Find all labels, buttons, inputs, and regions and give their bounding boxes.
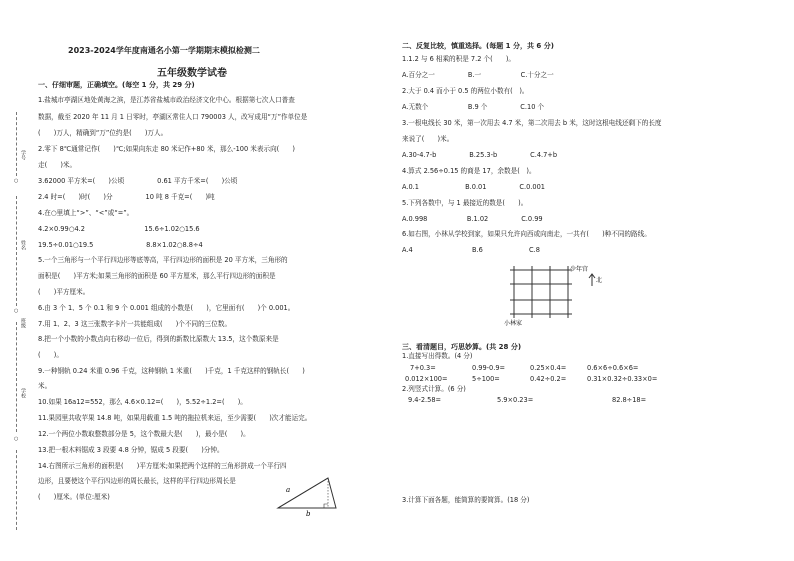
vertical-calc-item: 9.4-2.58= [408, 396, 442, 404]
s2-line: A.0.998 B.1.02 C.0.99 [402, 215, 543, 223]
seal-mark: ○ [14, 308, 19, 314]
map-label-north: 北 [596, 277, 603, 284]
s2-line: 2.大于 0.4 而小于 0.5 的两位小数有( )。 [402, 87, 529, 95]
s2-line: A.无数个 B.9 个 C.10 个 [402, 103, 545, 111]
seal-mark: ○ [14, 178, 19, 184]
s1-line: 5.一个三角形与一个平行四边形等底等高，平行四边形的面积是 20 平方米，三角形的 [38, 256, 288, 264]
s2-line: 3.一根电线长 30 米，第一次用去 4.7 米，第二次用去 b 米，这时这根电线还剩下的长度 [402, 119, 662, 127]
s1-line: 9.一种钢轨 0.24 米重 0.96 千克，这种钢轨 1 米重( )千克，1 千克这样的钢轨长( ) [38, 367, 305, 375]
s1-line: 2.4 时=( )时( )分 10 吨 8 千克=( )吨 [38, 193, 215, 201]
side-label-school: 学校 [20, 388, 26, 398]
s1-line: 8.把一个小数的小数点向右移动一位后，得到的新数比原数大 13.5，这个数原来是 [38, 335, 279, 343]
s1-line: 4.2×0.99○4.2 15.6÷1.02○15.6 [38, 225, 200, 233]
dashed-line [16, 322, 17, 432]
s1-line: 6.由 3 个 1、5 个 0.1 和 9 个 0.001 组成的小数是( )，它里面有( )个 0.001。 [38, 304, 295, 312]
s3-q2-title: 2.列竖式计算。(6 分) [402, 385, 466, 393]
seal-mark: ○ [14, 436, 19, 442]
s1-line: 13.把一根木料锯成 3 段要 4.8 分钟，锯成 5 段要( )分钟。 [38, 446, 224, 454]
s1-line: ( )平方厘米。 [38, 288, 90, 296]
s2-line: A.4 B.6 C.8 [402, 246, 540, 254]
binding-margin [0, 0, 30, 561]
triangle-label-a: a [286, 486, 291, 494]
dashed-line [16, 196, 17, 306]
s2-line: 来说了( )米。 [402, 135, 454, 143]
s2-line: 1.1.2 与 6 相乘的积是 7.2 个( )。 [402, 55, 516, 63]
vertical-calc-item: 82.8÷18= [612, 396, 647, 404]
triangle-figure [270, 470, 345, 518]
route-map [500, 262, 610, 330]
s3-q1-title: 1.直接写出得数。(4 分) [402, 352, 473, 360]
s1-line: ( )。 [38, 351, 63, 359]
dashed-line [16, 112, 17, 176]
s1-line: 10.如果 16a12=552，那么 4.6×0.12=( )，5.52÷1.2=( )。 [38, 398, 247, 406]
s3-q3-title: 3.计算下面各题，能简算的要简算。(18 分) [402, 496, 530, 504]
side-label-class: 班级 [20, 318, 26, 328]
s1-line: 走( )米。 [38, 161, 77, 169]
s1-line: ( )万人，精确到“万”位约是( )万人。 [38, 129, 168, 137]
s1-line: 面积是( )平方米;如果三角形的面积是 60 平方厘米，那么平行四边形的面积是 [38, 272, 276, 280]
s1-line: 2.零下 8℃通常记作( )℃;如果向东走 80 米记作+80 米，那么-100 米表示向( ) [38, 145, 295, 153]
s1-line: 3.62000 平方米=( )公顷 0.61 平方千米=( )公顷 [38, 177, 238, 185]
dashed-line [16, 450, 17, 530]
map-label-home: 小林家 [504, 320, 523, 327]
exam-title: 2023-2024学年度南通名小第一学期期末模拟检测二 [68, 46, 260, 55]
map-label-school: 少年宫 [570, 266, 589, 273]
s2-line: A.0.1 B.0.01 C.0.001 [402, 183, 545, 191]
s1-line: 4.在○里填上“>”、“<”或“=”。 [38, 209, 134, 217]
oral-calc-item: 7+0.3= [410, 364, 436, 372]
s1-line: 边形，且要使这个平行四边形的周长最长，这样的平行四边形周长是 [38, 477, 236, 485]
triangle-label-b: b [306, 510, 311, 518]
s1-line: 米。 [38, 382, 52, 390]
section3-heading: 三、看清题目，巧思妙算。(共 28 分) [402, 343, 522, 351]
oral-calc-item: 0.31×0.32÷0.33×0= [587, 375, 658, 383]
s1-line: ( )厘米。(单位:厘米) [38, 493, 110, 501]
oral-calc-item: 0.42÷0.2= [530, 375, 567, 383]
s1-line: 11.果园里共收苹果 14.8 吨，如果用载重 1.5 吨的拖拉机来运，至少需要( )次才能运完。 [38, 414, 312, 422]
s2-line: 5.下列各数中，与 1 最接近的数是( )。 [402, 199, 528, 207]
vertical-calc-item: 5.9×0.23= [497, 396, 534, 404]
s1-line: 14.右图所示三角形的面积是( )平方厘米;如果把两个这样的三角形拼成一个平行四 [38, 462, 287, 470]
oral-calc-item: 0.25×0.4= [530, 364, 567, 372]
s2-line: A.30-4.7-b B.25.3-b C.4.7+b [402, 151, 558, 159]
exam-subtitle: 五年级数学试卷 [157, 68, 227, 79]
section1-heading: 一、仔细审题，正确填空。(每空 1 分，共 29 分) [38, 81, 195, 89]
s2-line: 6.如右图，小林从学校到家，如果只允许向西或向南走，一共有( )种不同的路线。 [402, 230, 651, 238]
s1-line: 数据，截至 2020 年 11 月 1 日零时，亭湖区常住人口 790003 人，改写成用“万”作单位是 [38, 113, 308, 121]
oral-calc-item: 5÷100= [472, 375, 500, 383]
s1-line: 12.一个两位小数取整数部分是 5，这个数最大是( )，最小是( )。 [38, 430, 250, 438]
oral-calc-item: 0.6×6÷0.6×6= [587, 364, 639, 372]
section2-heading: 二、反复比较，慎重选择。(每题 1 分，共 6 分) [402, 42, 554, 50]
s1-line: 19.5÷0.01○19.5 8.8×1.02○8.8÷4 [38, 241, 203, 249]
s1-line: 7.用 1、2、3 这三张数字卡片一共能组成( )个不同的三位数。 [38, 320, 232, 328]
s1-line: 1.盐城市亭湖区地处黄海之滨，是江苏省盐城市政治经济文化中心。根据第七次人口普查 [38, 96, 295, 104]
s2-line: A.百分之一 B.一 C.十分之一 [402, 71, 554, 79]
oral-calc-item: 0.99-0.9= [472, 364, 506, 372]
s2-line: 4.算式 2.56÷0.15 的商是 17，余数是( )。 [402, 167, 536, 175]
side-label-name: 姓名 [20, 240, 26, 250]
side-label-id: 学号 [20, 150, 26, 160]
oral-calc-item: 0.012×100= [405, 375, 448, 383]
